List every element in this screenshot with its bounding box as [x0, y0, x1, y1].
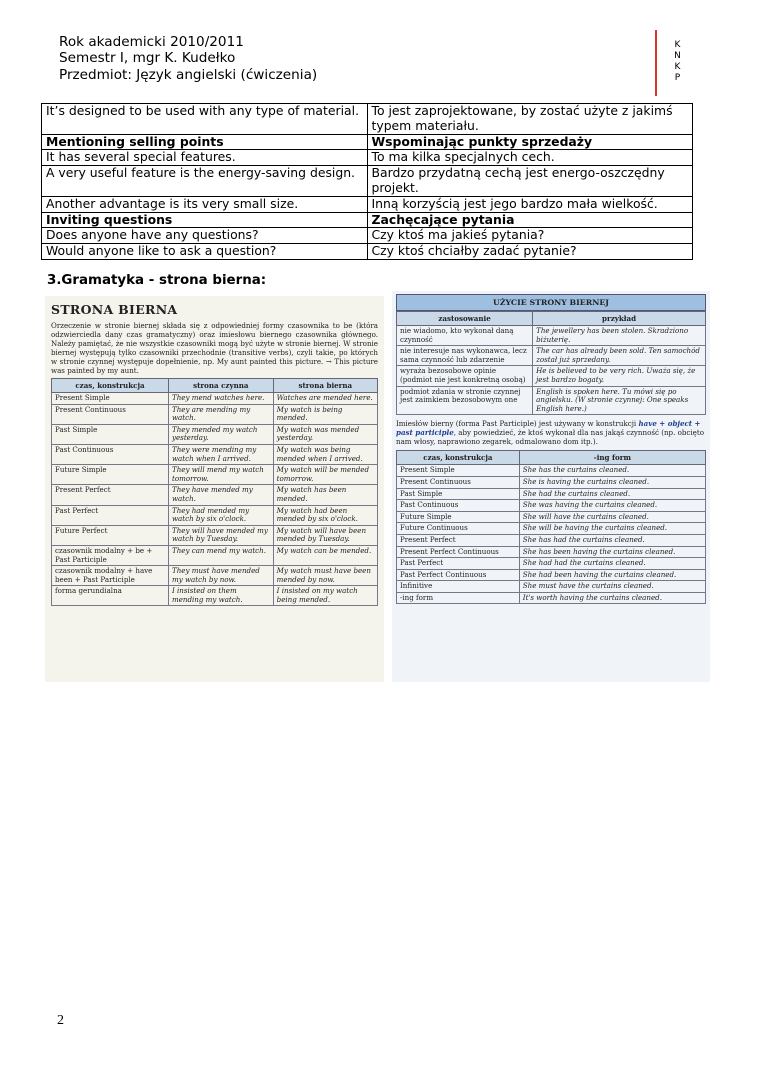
header-semester: Semestr I, mgr K. Kudełko	[59, 50, 236, 67]
english-phrase: Another advantage is its very small size.	[42, 196, 368, 212]
polish-phrase: Bardzo przydatną cechą jest energo-oszczędny projekt.	[367, 166, 693, 197]
usage-example: He is believed to be very rich. Uważa się, że jest bardzo bogaty.	[533, 366, 706, 386]
note-text: Imiesłów bierny (forma Past Participle) jest używany w konstrukcji	[396, 419, 639, 429]
active-example: I insisted on them mending my watch.	[168, 586, 273, 606]
table-row	[397, 511, 706, 523]
passive-example: My watch will be mended tomorrow.	[273, 465, 377, 485]
col-header: -ing form	[519, 451, 705, 465]
col-header: czas, konstrukcja	[52, 379, 169, 393]
active-example: They have mended my watch.	[168, 485, 273, 505]
table-row	[52, 424, 378, 444]
table-row	[397, 326, 706, 346]
tenses-table	[51, 378, 378, 606]
header-academic-year: Rok akademicki 2010/2011	[59, 34, 244, 50]
tense-name: Future Simple	[52, 465, 169, 485]
section-heading-row	[42, 134, 693, 150]
passive-example: My watch is being mended.	[273, 404, 377, 424]
logo-letter: P	[674, 73, 681, 83]
table-row	[397, 534, 706, 546]
tense-name: Present Continuous	[52, 404, 169, 424]
passive-example: My watch can be mended.	[273, 545, 377, 565]
active-example: They are mending my watch.	[168, 404, 273, 424]
passive-example: My watch had been mended by six o'clock.	[273, 505, 377, 525]
table-row	[397, 366, 706, 386]
passive-example: Watches are mended here.	[273, 393, 377, 405]
tense-name: Past Perfect	[52, 505, 169, 525]
passive-example: My watch must have been mended by now.	[273, 566, 377, 586]
polish-phrase: Czy ktoś ma jakieś pytania?	[367, 228, 693, 244]
english-phrase: A very useful feature is the energy-saving design.	[42, 166, 368, 197]
table-row	[397, 581, 706, 593]
tense-name: czasownik modalny + be + Past Participle	[52, 545, 169, 565]
polish-phrase: Zachęcające pytania	[367, 212, 693, 228]
active-example: They must have mended my watch by now.	[168, 566, 273, 586]
table-row	[42, 150, 693, 166]
active-example: They were mending my watch when I arrived.	[168, 444, 273, 464]
table-row	[397, 558, 706, 570]
document-header	[59, 34, 317, 83]
causative-example: She was having the curtains cleaned.	[519, 500, 705, 512]
active-example: They can mend my watch.	[168, 545, 273, 565]
causative-example: She had had the curtains cleaned.	[519, 558, 705, 570]
causative-example: She had the curtains cleaned.	[519, 488, 705, 500]
polish-phrase: Wspominając punkty sprzedaży	[367, 134, 693, 150]
tense-name: Present Simple	[52, 393, 169, 405]
usage-example: The jewellery has been stolen. Skradziono biżuterię.	[533, 326, 706, 346]
table-row	[397, 523, 706, 535]
tense-name: Past Continuous	[52, 444, 169, 464]
phrases-table	[41, 103, 693, 260]
causative-example: She has been having the curtains cleaned.	[519, 546, 705, 558]
col-header: przykład	[533, 312, 706, 326]
active-example: They will mend my watch tomorrow.	[168, 465, 273, 485]
note-text: , aby powiedzieć, że ktoś wykonał dla nas jakąś czynność (np. obcięto nam włosy, naprawiono zegarek, odmalowano dom itp.).	[396, 428, 704, 447]
table-row	[397, 346, 706, 366]
tense-name: forma gerundialna	[52, 586, 169, 606]
tense-name: Past Continuous	[397, 500, 520, 512]
table-row	[42, 244, 693, 260]
table-row	[42, 166, 693, 197]
tense-name: Infinitive	[397, 581, 520, 593]
causative-example: It's worth having the curtains cleaned.	[519, 592, 705, 604]
causative-example: She will have the curtains cleaned.	[519, 511, 705, 523]
tense-name: Past Simple	[52, 424, 169, 444]
section-heading-row	[42, 212, 693, 228]
table-row	[397, 386, 706, 415]
english-phrase: It’s designed to be used with any type of material.	[42, 104, 368, 135]
polish-phrase: Czy ktoś chciałby zadać pytanie?	[367, 244, 693, 260]
causative-example: She has had the curtains cleaned.	[519, 534, 705, 546]
logo-letter: K	[674, 40, 681, 50]
col-header: czas, konstrukcja	[397, 451, 520, 465]
usage-case: nie wiadomo, kto wykonał daną czynność	[397, 326, 533, 346]
table-row	[397, 488, 706, 500]
usage-case: podmiot zdania w stronie czynnej jest zaimkiem bezosobowym one	[397, 386, 533, 415]
col-header: strona bierna	[273, 379, 377, 393]
scan-title: STRONA BIERNA	[51, 302, 178, 317]
english-phrase: Does anyone have any questions?	[42, 228, 368, 244]
english-phrase: Inviting questions	[42, 212, 368, 228]
tense-name: Present Perfect	[52, 485, 169, 505]
page-number: 2	[57, 1013, 64, 1028]
usage-example: The car has already been sold. Ten samochód został już sprzedany.	[533, 346, 706, 366]
col-header: zastosowanie	[397, 312, 533, 326]
tense-name: czasownik modalny + have been + Past Participle	[52, 566, 169, 586]
tense-name: Future Simple	[397, 511, 520, 523]
causative-example: She has the curtains cleaned.	[519, 465, 705, 477]
passive-usage-scan-right	[392, 291, 710, 682]
english-phrase: Mentioning selling points	[42, 134, 368, 150]
polish-phrase: To jest zaprojektowane, by zostać użyte z jakimś typem materiału.	[367, 104, 693, 135]
table-row	[52, 586, 378, 606]
tense-name: Present Simple	[397, 465, 520, 477]
logo-letter: K	[674, 62, 681, 72]
table-row	[52, 485, 378, 505]
table-row	[52, 444, 378, 464]
usage-case: wyraża bezosobowe opinie (podmiot nie jest konkretną osobą)	[397, 366, 533, 386]
table-row	[397, 500, 706, 512]
causative-note	[396, 419, 706, 446]
table-row	[397, 476, 706, 488]
table-row	[52, 566, 378, 586]
note-formula: have + object + past participle	[396, 419, 701, 438]
table-row	[42, 104, 693, 135]
table-row	[42, 228, 693, 244]
passive-example: My watch was being mended when I arrived.	[273, 444, 377, 464]
header-subject: Przedmiot: Język angielski (ćwiczenia)	[59, 66, 318, 83]
table-row	[52, 404, 378, 424]
table-row	[397, 569, 706, 581]
causative-example: She is having the curtains cleaned.	[519, 476, 705, 488]
table-row	[397, 592, 706, 604]
table-row	[52, 465, 378, 485]
table-row	[52, 393, 378, 405]
causative-table	[396, 450, 706, 604]
table-row	[42, 196, 693, 212]
tense-name: Present Perfect Continuous	[397, 546, 520, 558]
causative-example: She must have the curtains cleaned.	[519, 581, 705, 593]
table-row	[52, 525, 378, 545]
active-example: They will have mended my watch by Tuesday.	[168, 525, 273, 545]
causative-example: She had been having the curtains cleaned.	[519, 569, 705, 581]
table-row	[397, 465, 706, 477]
tense-name: Past Perfect Continuous	[397, 569, 520, 581]
tense-name: -ing form	[397, 592, 520, 604]
table-row	[52, 545, 378, 565]
active-example: They had mended my watch by six o'clock.	[168, 505, 273, 525]
tense-name: Past Perfect	[397, 558, 520, 570]
table-row	[52, 505, 378, 525]
knkp-logo	[656, 30, 698, 96]
polish-phrase: To ma kilka specjalnych cech.	[367, 150, 693, 166]
usage-table	[396, 311, 706, 415]
table-row	[397, 546, 706, 558]
passive-example: My watch was mended yesterday.	[273, 424, 377, 444]
usage-case: nie interesuje nas wykonawca, lecz sama czynność lub zdarzenie	[397, 346, 533, 366]
tense-name: Future Continuous	[397, 523, 520, 535]
english-phrase: Would anyone like to ask a question?	[42, 244, 368, 260]
logo-bar	[655, 30, 657, 96]
passive-example: My watch will have been mended by Tuesday.	[273, 525, 377, 545]
usage-banner: UŻYCIE STRONY BIERNEJ	[396, 294, 706, 311]
passive-example: My watch has been mended.	[273, 485, 377, 505]
causative-example: She will be having the curtains cleaned.	[519, 523, 705, 535]
tense-name: Past Simple	[397, 488, 520, 500]
active-example: They mended my watch yesterday.	[168, 424, 273, 444]
passive-example: I insisted on my watch being mended.	[273, 586, 377, 606]
polish-phrase: Inną korzyścią jest jego bardzo mała wielkość.	[367, 196, 693, 212]
passive-voice-scan-left	[45, 296, 384, 682]
section-title: 3.Gramatyka - strona bierna:	[47, 273, 267, 288]
english-phrase: It has several special features.	[42, 150, 368, 166]
tense-name: Present Perfect	[397, 534, 520, 546]
usage-example: English is spoken here. Tu mówi się po angielsku. (W stronie czynnej: One speaks English here.)	[533, 386, 706, 415]
col-header: strona czynna	[168, 379, 273, 393]
tense-name: Future Perfect	[52, 525, 169, 545]
logo-letter: N	[674, 51, 681, 61]
tense-name: Present Continuous	[397, 476, 520, 488]
active-example: They mend watches here.	[168, 393, 273, 405]
scan-intro: Orzeczenie w stronie biernej składa się z odpowiedniej formy czasownika to be (która odzwierciedla dany czas gramatyczny) oraz imiesłowu biernego czasownika głównego. Należy pamiętać, że nie wszystkie czasowniki mogą być użyte w stronie biernej. W stronie biernej występują tylko czasowniki przechodnie (transitive verbs), czyli takie, po których w stronie czynnej występuje dopełnienie, np. My aunt painted this picture. → This picture was painted by my aunt.	[51, 321, 378, 375]
